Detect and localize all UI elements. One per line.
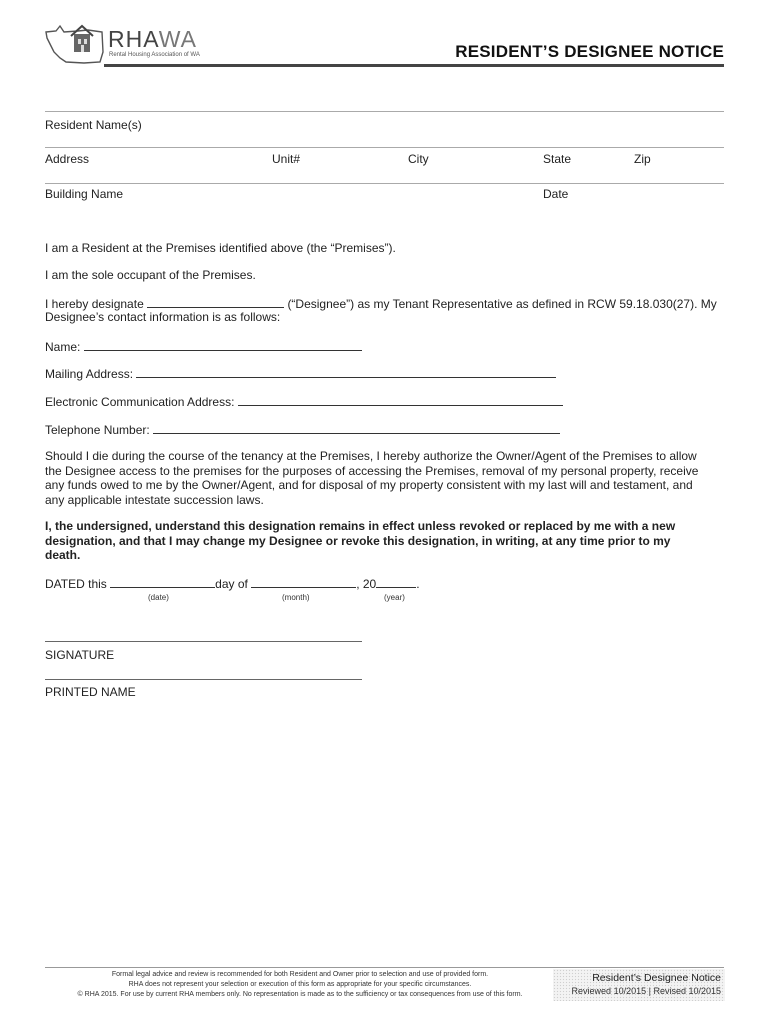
resident-names-label: Resident Name(s) — [45, 118, 142, 132]
dated-prefix: DATED this — [45, 577, 107, 591]
designate-before-text: I hereby designate — [45, 297, 144, 311]
unit-label: Unit# — [272, 152, 301, 166]
telephone-blank[interactable] — [153, 422, 560, 434]
logo-name: RHA — [108, 26, 159, 52]
page-title: RESIDENT’S DESIGNEE NOTICE — [455, 42, 724, 61]
dated-day-of: day of — [215, 577, 248, 591]
dated-month-blank[interactable] — [251, 576, 356, 588]
dated-year-blank[interactable] — [376, 576, 416, 588]
dated-line — [45, 576, 420, 592]
signature-label: SIGNATURE — [45, 648, 115, 662]
year-hint: (year) — [384, 593, 405, 602]
logo-wordmark — [108, 28, 197, 51]
city-label: City — [408, 152, 429, 166]
printed-name-label: PRINTED NAME — [45, 685, 136, 699]
resident-statement: I am a Resident at the Premises identified above (the “Premises”). — [45, 241, 396, 255]
designee-name-label: Name: — [45, 340, 81, 354]
revocation-paragraph: I, the undersigned, understand this designation remains in effect unless revoked or replaced by me with a new designation, and that I may change my Designee or revoke this designation, in writing, at any time prior to my death. — [45, 519, 676, 562]
death-authorization-paragraph: Should I die during the course of the tenancy at the Premises, I hereby authorize the Owner/Agent of the Premises to allow the Designee access to the premises for the purposes of accessing the Premises, removal of my personal property, receive any funds owed to me by the Owner/Agent, and for disposal of my property consistent with my last will and testament, and any applicable intestate succession laws. — [45, 449, 699, 507]
state-label: State — [543, 152, 572, 166]
designee-name-field — [45, 339, 362, 355]
designee-blank[interactable] — [147, 296, 284, 308]
footer-divider — [45, 967, 724, 968]
form-revision: Reviewed 10/2015 | Revised 10/2015 — [571, 986, 721, 996]
designate-after-text: (“Designee”) as my Tenant Representative as defined in RCW 59.18.030(27). My — [287, 297, 717, 311]
footer-disclaimer — [50, 970, 550, 1000]
date-hint: (date) — [148, 593, 169, 602]
sole-occupant-statement: I am the sole occupant of the Premises. — [45, 268, 256, 282]
designee-name-blank[interactable] — [84, 339, 362, 351]
month-hint: (month) — [282, 593, 310, 602]
telephone-label: Telephone Number: — [45, 423, 150, 437]
address-line[interactable] — [45, 147, 724, 148]
date-label: Date — [543, 187, 569, 201]
form-name: Resident’s Designee Notice — [592, 972, 721, 984]
electronic-address-field — [45, 394, 563, 410]
printed-name-line[interactable] — [45, 679, 362, 680]
dated-date-blank[interactable] — [110, 576, 215, 588]
mailing-address-label: Mailing Address: — [45, 367, 134, 381]
mailing-address-field — [45, 366, 556, 382]
address-label: Address — [45, 152, 90, 166]
logo-subtitle: Rental Housing Association of WA — [109, 52, 200, 58]
mailing-address-blank[interactable] — [136, 366, 556, 378]
zip-label: Zip — [634, 152, 651, 166]
logo-name-suffix: WA — [158, 26, 197, 52]
footer-line-2: RHA does not represent your selection or execution of this form as appropriate for your specific circumstances. — [128, 981, 472, 988]
dated-year-prefix: , 20 — [356, 577, 377, 591]
form-id-box — [553, 969, 725, 1001]
title-divider — [104, 64, 724, 67]
resident-name-line[interactable] — [45, 111, 724, 112]
footer-line-3: © RHA 2015. For use by current RHA members only. No representation is made as to the sufficiency or tax consequences from use of this form. — [77, 991, 523, 998]
rha-logo-map-icon — [44, 22, 106, 68]
signature-line[interactable] — [45, 641, 362, 642]
designee-contact-intro: Designee’s contact information is as follows: — [45, 310, 281, 324]
electronic-address-blank[interactable] — [238, 394, 563, 406]
telephone-field — [45, 422, 560, 438]
building-name-label: Building Name — [45, 187, 124, 201]
footer-line-1: Formal legal advice and review is recommended for both Resident and Owner prior to selection and use of provided form. — [111, 971, 489, 978]
dated-end: . — [416, 577, 420, 591]
building-name-line[interactable] — [45, 183, 724, 184]
electronic-address-label: Electronic Communication Address: — [45, 395, 235, 409]
